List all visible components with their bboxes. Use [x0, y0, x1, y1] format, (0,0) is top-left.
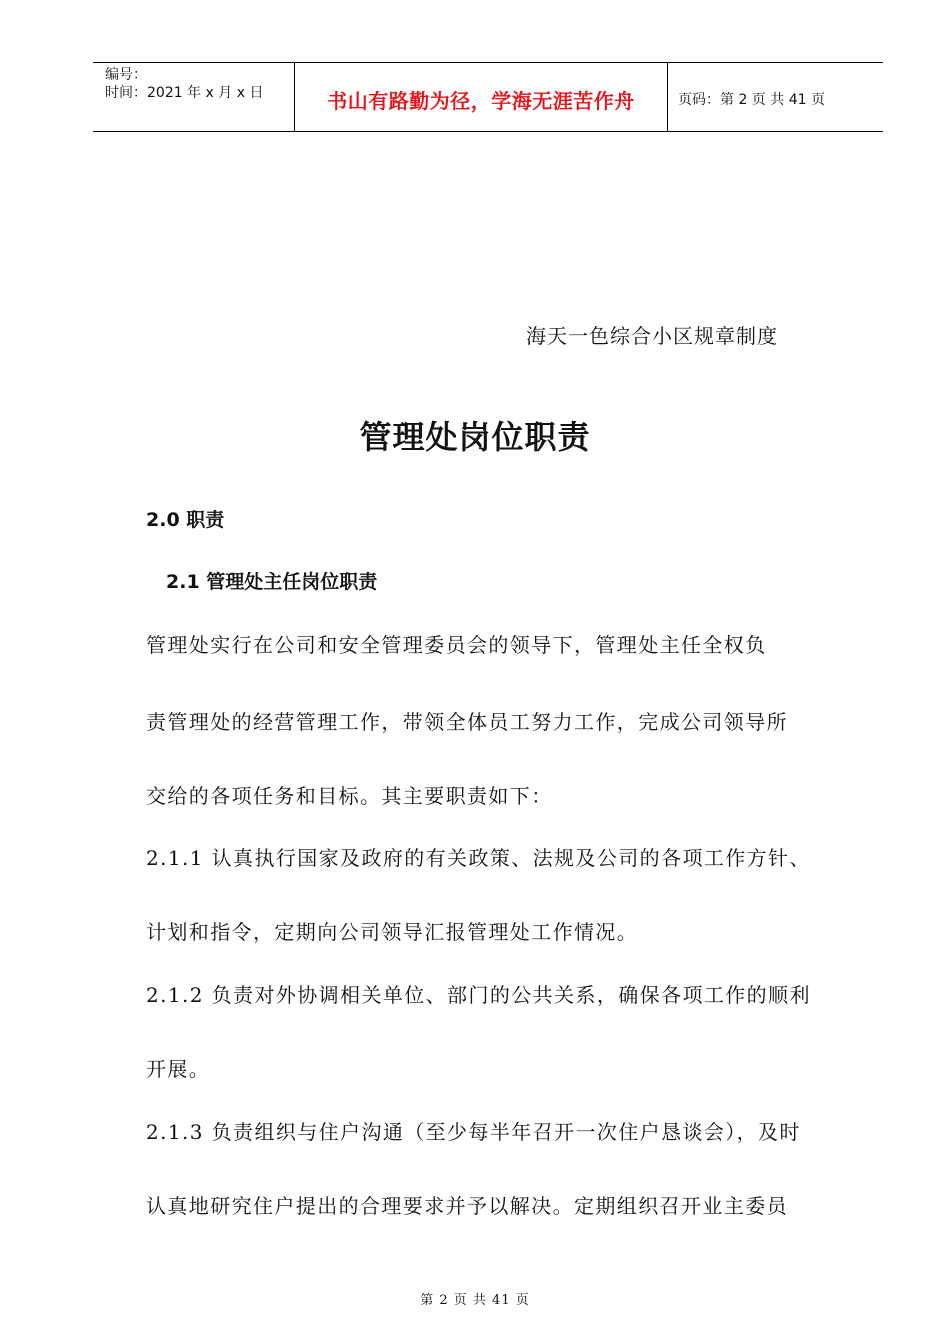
page-title: 管理处岗位职责 [359, 418, 591, 456]
body-line: 计划和指令，定期向公司领导汇报管理处工作情况。 [146, 920, 639, 944]
section-heading: 2.0 职责 [146, 509, 225, 531]
body-line: 管理处实行在公司和安全管理委员会的领导下，管理处主任全权负 [146, 633, 767, 657]
body-line: 2.1.3 负责组织与住户沟通（至少每半年召开一次住户恳谈会），及时 [146, 1120, 801, 1144]
subsection-heading: 2.1 管理处主任岗位职责 [166, 571, 378, 593]
body-line: 开展。 [146, 1057, 211, 1081]
body-line: 2.1.2 负责对外协调相关单位、部门的公共关系，确保各项工作的顺利 [146, 983, 811, 1007]
page-footer: 第 2 页 共 41 页 [420, 1293, 530, 1308]
header-motto-cell [295, 63, 668, 131]
document-header [93, 62, 883, 132]
document-time-label: 时间：2021 年 x 月 x 日 [105, 85, 264, 101]
header-page-cell [668, 63, 883, 131]
document-subtitle: 海天一色综合小区规章制度 [526, 324, 778, 348]
body-line: 2.1.1 认真执行国家及政府的有关政策、法规及公司的各项工作方针、 [146, 846, 811, 870]
document-number-label: 编号： [105, 67, 147, 83]
header-meta-cell [93, 63, 295, 131]
body-line: 责管理处的经营管理工作，带领全体员工努力工作，完成公司领导所 [146, 710, 788, 734]
body-line: 交给的各项任务和目标。其主要职责如下： [146, 784, 553, 808]
motto-text: 书山有路勤为径，学海无涯苦作舟 [327, 89, 635, 113]
page-number-info: 页码：第 2 页 共 41 页 [678, 92, 825, 108]
body-line: 认真地研究住户提出的合理要求并予以解决。定期组织召开业主委员 [146, 1194, 788, 1218]
